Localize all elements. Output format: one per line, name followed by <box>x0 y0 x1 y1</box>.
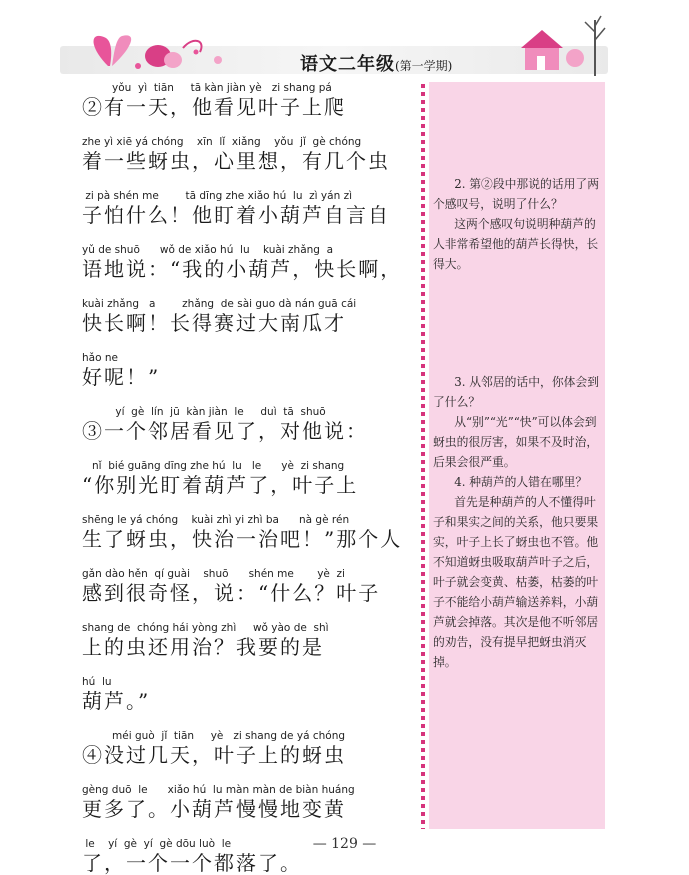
hanzi-line: 语地说：“我的小葫芦，快长啊， <box>82 257 403 281</box>
text-line <box>82 460 417 497</box>
pinyin-line: le yí gè yí gè dōu luò le <box>82 838 232 850</box>
hanzi-line: 上的虫还用治？我要的是 <box>82 635 324 659</box>
story-text <box>82 82 417 875</box>
hanzi-line: “你别光盯着葫芦了，叶子上 <box>82 473 359 497</box>
page-title <box>300 50 452 76</box>
hanzi-line: 葫芦。” <box>82 689 151 713</box>
pinyin-line: nǐ bié guāng dīng zhe hú lu le yè zi shang <box>82 460 345 472</box>
text-line <box>82 514 417 551</box>
hanzi-line: ②有一天，他看见叶子上爬 <box>82 95 346 119</box>
hanzi-line: ③一个邻居看见了，对他说： <box>82 419 368 443</box>
text-line <box>82 244 417 281</box>
house-tree-decoration <box>515 12 610 76</box>
page-header <box>60 12 608 78</box>
dotted-divider <box>421 84 425 829</box>
pinyin-line: gǎn dào hěn qí guài shuō shén me yè zi <box>82 568 345 580</box>
hanzi-line: 子怕什么！他盯着小葫芦自言自 <box>82 203 390 227</box>
pinyin-line: shang de chóng hái yòng zhì wǒ yào de shì <box>82 622 329 634</box>
pinyin-line: yǔ de shuō wǒ de xiǎo hú lu kuài zhǎng a <box>82 244 334 256</box>
pinyin-line: yí gè lín jū kàn jiàn le duì tā shuō <box>82 406 326 418</box>
notes-sidebar <box>429 82 605 829</box>
hanzi-line: 生了蚜虫，快治一治吧！”那个人 <box>82 527 403 551</box>
text-line <box>82 622 417 659</box>
question-text: 4. 种葫芦的人错在哪里？ <box>454 475 588 489</box>
pinyin-line: kuài zhǎng a zhǎng de sài guo dà nán guā cái <box>82 298 357 310</box>
pinyin-line: zhe yì xiē yá chóng xīn lǐ xiǎng yǒu jǐ gè chóng <box>82 136 362 148</box>
answer-text: 从“别”“光”“快”可以体会到蚜虫的很厉害，如果不及时治，后果会很严重。 <box>433 415 599 469</box>
butterfly-flower-decoration <box>78 26 238 78</box>
text-line <box>82 352 417 389</box>
book-subtitle: (第一学期) <box>395 59 453 73</box>
pinyin-line: shēng le yá chóng kuài zhì yi zhì ba nà gè rén <box>82 514 350 526</box>
hanzi-line: 感到很奇怪，说：“什么？叶子 <box>82 581 381 605</box>
page-number: — 129 — <box>312 836 377 852</box>
note-question-3-4 <box>429 372 605 672</box>
pinyin-line: gèng duō le xiǎo hú lu màn màn de biàn huáng <box>82 784 355 796</box>
answer-text: 首先是种葫芦的人不懂得叶子和果实之间的关系，他只要果实，叶子上长了蚜虫也不管。他不知道蚜虫吸取葫芦叶子之后，叶子就会变黄、枯萎，枯萎的叶子不能给小葫芦输送养料，小葫芦就会掉落。其次是他不听邻居的劝告，没有提早把蚜虫消灭掉。 <box>433 495 599 669</box>
hanzi-line: ④没过几天，叶子上的蚜虫 <box>82 743 346 767</box>
pinyin-line: hú lu <box>82 676 112 688</box>
hanzi-line: 好呢！” <box>82 365 161 389</box>
answer-text: 这两个感叹句说明种葫芦的人非常希望他的葫芦长得快，长得大。 <box>433 217 599 271</box>
note-question-2 <box>429 174 605 274</box>
pinyin-line: yǒu yì tiān tā kàn jiàn yè zi shang pá <box>82 82 332 94</box>
hanzi-line: 着一些蚜虫，心里想，有几个虫 <box>82 149 390 173</box>
text-line <box>82 298 417 335</box>
book-title: 语文二年级 <box>300 54 395 75</box>
text-line <box>82 568 417 605</box>
pinyin-line: méi guò jǐ tiān yè zi shang de yá chóng <box>82 730 346 742</box>
question-text: 2. 第②段中那说的话用了两个感叹号，说明了什么？ <box>433 177 600 211</box>
pinyin-line: hǎo ne <box>82 352 118 364</box>
hanzi-line: 了，一个一个都落了。 <box>82 851 302 875</box>
text-line <box>82 136 417 173</box>
text-line <box>82 730 417 767</box>
hanzi-line: 快长啊！长得赛过大南瓜才 <box>82 311 346 335</box>
text-line <box>82 784 417 821</box>
text-line <box>82 82 417 119</box>
text-line <box>82 190 417 227</box>
text-line <box>82 676 417 713</box>
pinyin-line: zi pà shén me tā dīng zhe xiǎo hú lu zì yán zì <box>82 190 352 202</box>
hanzi-line: 更多了。小葫芦慢慢地变黄 <box>82 797 346 821</box>
question-text: 3. 从邻居的话中，你体会到了什么？ <box>433 375 600 409</box>
text-line <box>82 406 417 443</box>
